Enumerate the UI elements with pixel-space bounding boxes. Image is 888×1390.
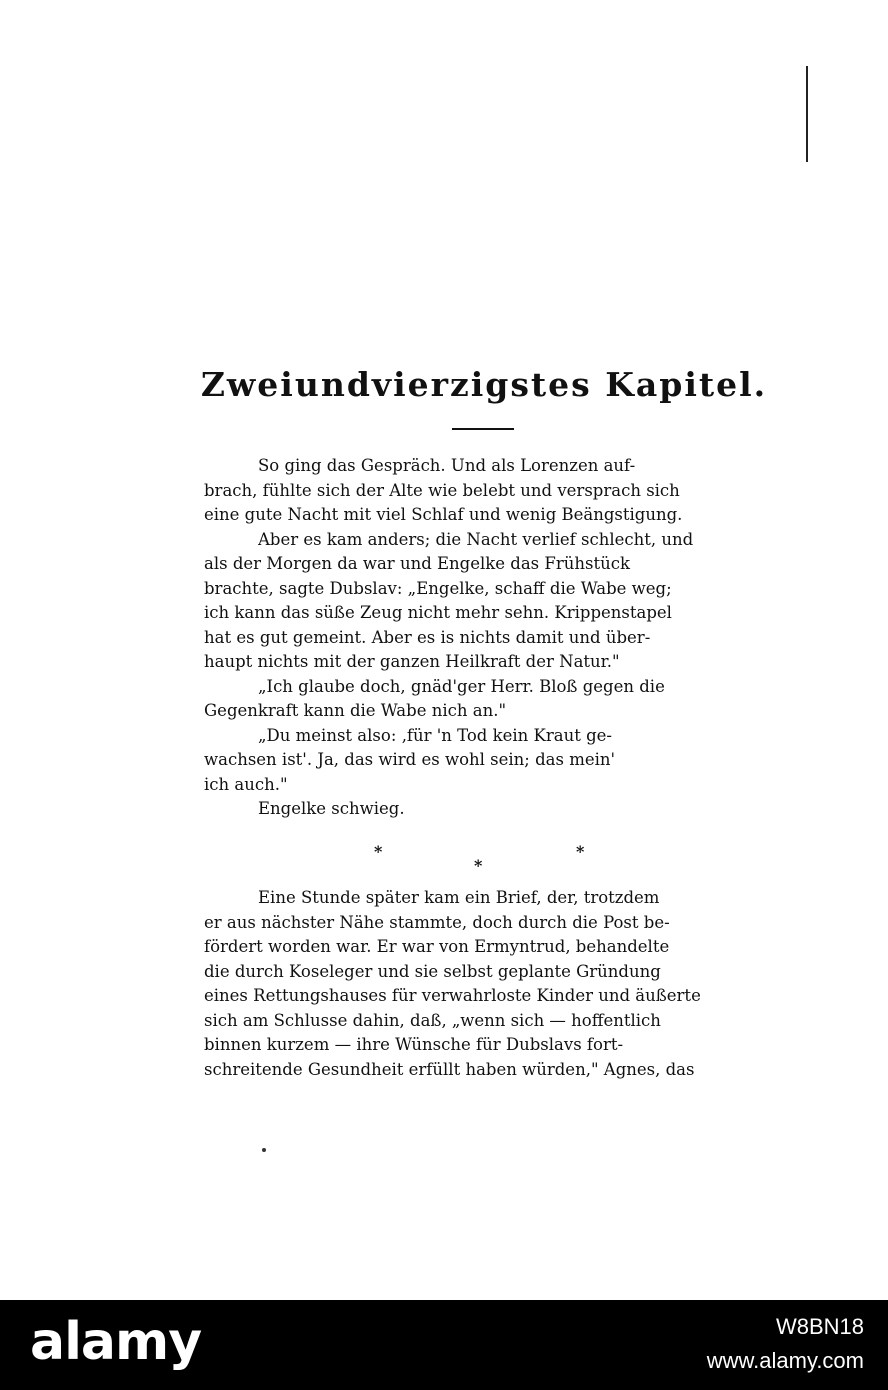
page-speck [262,1148,266,1152]
text-line: er aus nächster Nähe stammte, doch durch die Post be- [204,912,670,932]
separator-asterisk: * [374,842,383,861]
alamy-logo: alamy [30,1312,202,1372]
text-line: sich am Schlusse dahin, daß, „wenn sich — hoffentlich [204,1010,661,1030]
text-line: fördert worden war. Er war von Ermyntrud, behandelte [204,937,670,956]
text-block-2 [204,886,768,1082]
separator-asterisk: * [474,856,483,875]
section-separator [258,842,768,882]
watermark-banner [0,1300,888,1390]
title-rule [452,428,514,430]
text-line: eines Rettungshauses für verwahrloste Kinder und äußerte [204,986,701,1005]
text-line: als der Morgen da war und Engelke das Frühstück [204,554,630,573]
text-line: die durch Koseleger und sie selbst geplante Gründung [204,961,661,981]
text-line: „Ich glaube doch, gnäd'ger Herr. Bloß gegen die [258,676,665,696]
text-block-1 [204,454,768,822]
text-line: schreitende Gesundheit erfüllt haben würden," Agnes, das [204,1059,695,1079]
text-line: binnen kurzem — ihre Wünsche für Dubslavs fort- [204,1035,624,1054]
text-line: ich kann das süße Zeug nicht mehr sehn. Krippenstapel [204,603,672,622]
text-line: „Du meinst also: ‚für 'n Tod kein Kraut ge- [258,725,612,745]
text-line: Gegenkraft kann die Wabe nich an." [204,701,507,720]
image-id: W8BN18 [775,1314,864,1339]
separator-asterisk: * [576,842,585,861]
text-line: hat es gut gemeint. Aber es is nichts damit und über- [204,627,651,647]
text-line: eine gute Nacht mit viel Schlaf und wenig Beängstigung. [204,505,683,524]
text-line: Eine Stunde später kam ein Brief, der, trotzdem [258,888,660,907]
chapter-title: Zweiundvierzigstes Kapitel. [200,365,768,404]
text-line: haupt nichts mit der ganzen Heilkraft der Natur." [204,652,620,671]
page-edge-mark [806,66,808,162]
watermark-url: www.alamy.com [706,1348,864,1373]
text-line: brach, fühlte sich der Alte wie belebt und versprach sich [204,480,680,500]
text-line: brachte, sagte Dubslav: „Engelke, schaff die Wabe weg; [204,578,672,598]
text-line: Engelke schwieg. [258,799,405,818]
text-line: wachsen ist'. Ja, das wird es wohl sein; das mein' [204,750,616,769]
text-line: ich auch." [204,774,288,794]
text-line: Aber es kam anders; die Nacht verlief schlecht, und [258,529,694,549]
text-line: So ging das Gespräch. Und als Lorenzen auf- [258,456,636,475]
